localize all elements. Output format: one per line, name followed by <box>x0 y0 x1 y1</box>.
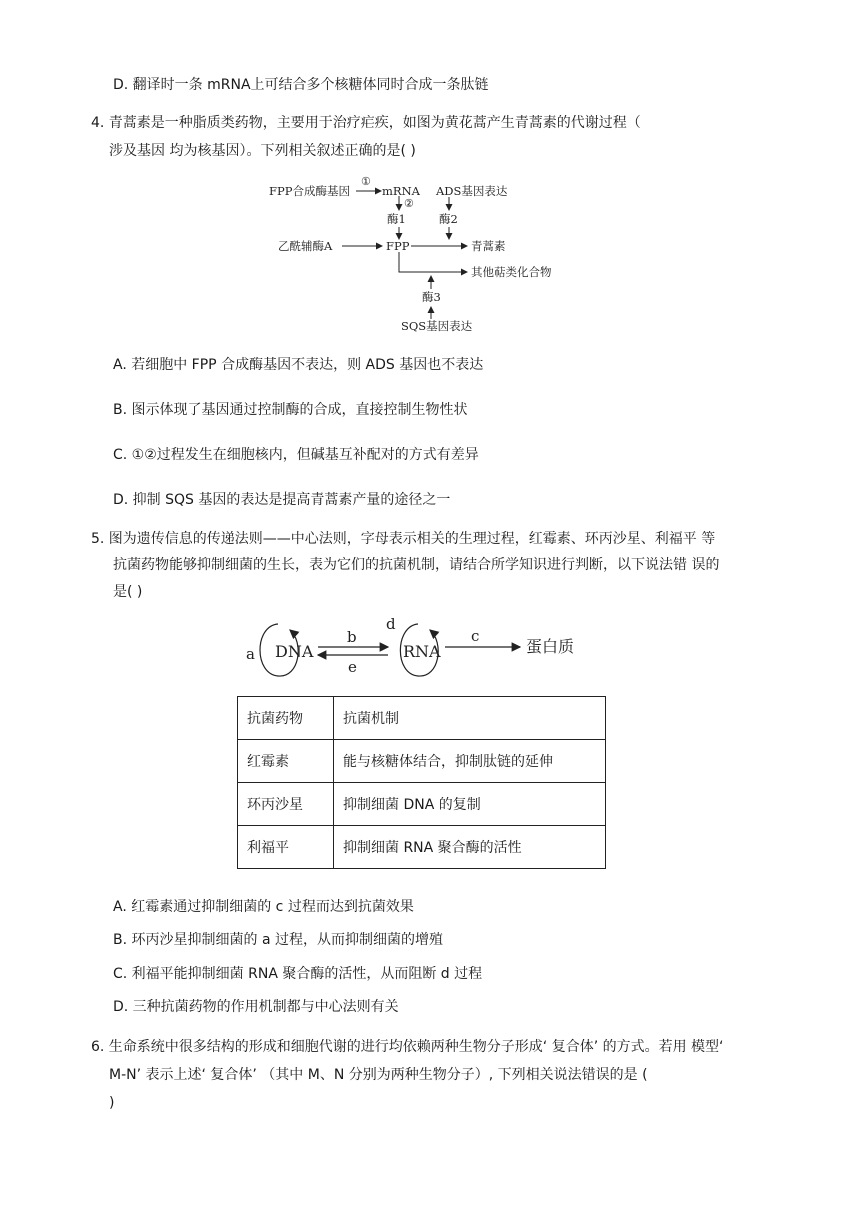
table-cell: 抑制细菌 DNA 的复制 <box>334 783 606 826</box>
mrna-label: mRNA <box>382 184 420 198</box>
q5-option-d: D. 三种抗菌药物的作用机制都与中心法则有关 <box>113 999 399 1015</box>
q4-option-b: B. 图示体现了基因通过控制酶的合成，直接控制生物性状 <box>113 402 468 418</box>
other-terpenes-label: 其他萜类化合物 <box>471 265 552 279</box>
rna-label: RNA <box>403 642 441 661</box>
table-row <box>238 740 606 783</box>
q5-option-c: C. 利福平能抑制细菌 RNA 聚合酶的活性，从而阻断 d 过程 <box>113 966 483 982</box>
artemisinin-pathway-diagram <box>260 170 580 340</box>
q5-stem-line2: 抗菌药物能够抑制细菌的生长，表为它们的抗菌机制，请结合所学知识进行判断，以下说法错 误的 <box>113 557 720 573</box>
enzyme-2-label: 酶2 <box>439 212 458 226</box>
acetyl-coa-label: 乙酰辅酶A <box>278 239 333 253</box>
process-d-label: d <box>386 615 396 633</box>
q6-stem-line2: M-N’ 表示上述‘ 复合体’ （其中 M、N 分别为两种生物分子）, 下列相关说法错误的是 ( <box>109 1067 648 1083</box>
table-cell: 能与核糖体结合，抑制肽链的延伸 <box>334 740 606 783</box>
q4-stem-line2: 涉及基因 均为核基因）。下列相关叙述正确的是( ) <box>109 143 416 159</box>
q6-stem-line3: ) <box>109 1095 115 1111</box>
q5-stem-line3: 是( ) <box>113 584 143 600</box>
central-dogma-diagram <box>240 612 600 684</box>
table-row <box>238 783 606 826</box>
table-header-row <box>238 697 606 740</box>
q5-option-a: A. 红霉素通过抑制细菌的 c 过程而达到抗菌效果 <box>113 899 414 915</box>
table-cell: 环丙沙星 <box>238 783 334 826</box>
q3-option-d: D. 翻译时一条 mRNA上可结合多个核糖体同时合成一条肽链 <box>113 77 489 93</box>
q5-stem-line1: 5. 图为遗传信息的传递法则——中心法则，字母表示相关的生理过程，红霉素、环丙沙星、利福平 等 <box>91 531 716 547</box>
process-e-label: e <box>348 658 357 676</box>
ads-expression-label: ADS基因表达 <box>436 184 508 198</box>
step-1-label: ① <box>361 175 371 188</box>
table-cell: 红霉素 <box>238 740 334 783</box>
process-a-label: a <box>246 645 255 663</box>
sqs-expression-label: SQS基因表达 <box>401 319 473 333</box>
q5-option-b: B. 环丙沙星抑制细菌的 a 过程，从而抑制细菌的增殖 <box>113 932 443 948</box>
q4-option-c: C. ①②过程发生在细胞核内，但碱基互补配对的方式有差异 <box>113 447 479 463</box>
fpp-label: FPP <box>386 239 410 253</box>
table-header-cell: 抗菌机制 <box>334 697 606 740</box>
antibiotic-mechanism-table <box>237 696 606 869</box>
table-header-cell: 抗菌药物 <box>238 697 334 740</box>
q4-stem-line1: 4. 青蒿素是一种脂质类药物，主要用于治疗疟疾，如图为黄花蒿产生青蒿素的代谢过程（ <box>91 115 641 131</box>
q6-stem-line1: 6. 生命系统中很多结构的形成和细胞代谢的进行均依赖两种生物分子形成‘ 复合体’ 的方式。若用 模型‘ <box>91 1039 724 1055</box>
artemisinin-label: 青蒿素 <box>471 239 506 253</box>
table-cell: 抑制细菌 RNA 聚合酶的活性 <box>334 826 606 869</box>
enzyme-1-label: 酶1 <box>387 212 406 226</box>
dna-label: DNA <box>275 642 314 661</box>
step-2-label: ② <box>404 197 414 210</box>
q4-option-a: A. 若细胞中 FPP 合成酶基因不表达，则 ADS 基因也不表达 <box>113 357 484 373</box>
process-b-label: b <box>347 628 357 646</box>
table-cell: 利福平 <box>238 826 334 869</box>
table-row <box>238 826 606 869</box>
protein-label: 蛋白质 <box>526 637 575 656</box>
enzyme-3-label: 酶3 <box>422 290 441 304</box>
process-c-label: c <box>471 627 480 645</box>
q4-option-d: D. 抑制 SQS 基因的表达是提高青蒿素产量的途径之一 <box>113 492 451 508</box>
fpp-gene-label: FPP合成酶基因 <box>269 184 350 198</box>
